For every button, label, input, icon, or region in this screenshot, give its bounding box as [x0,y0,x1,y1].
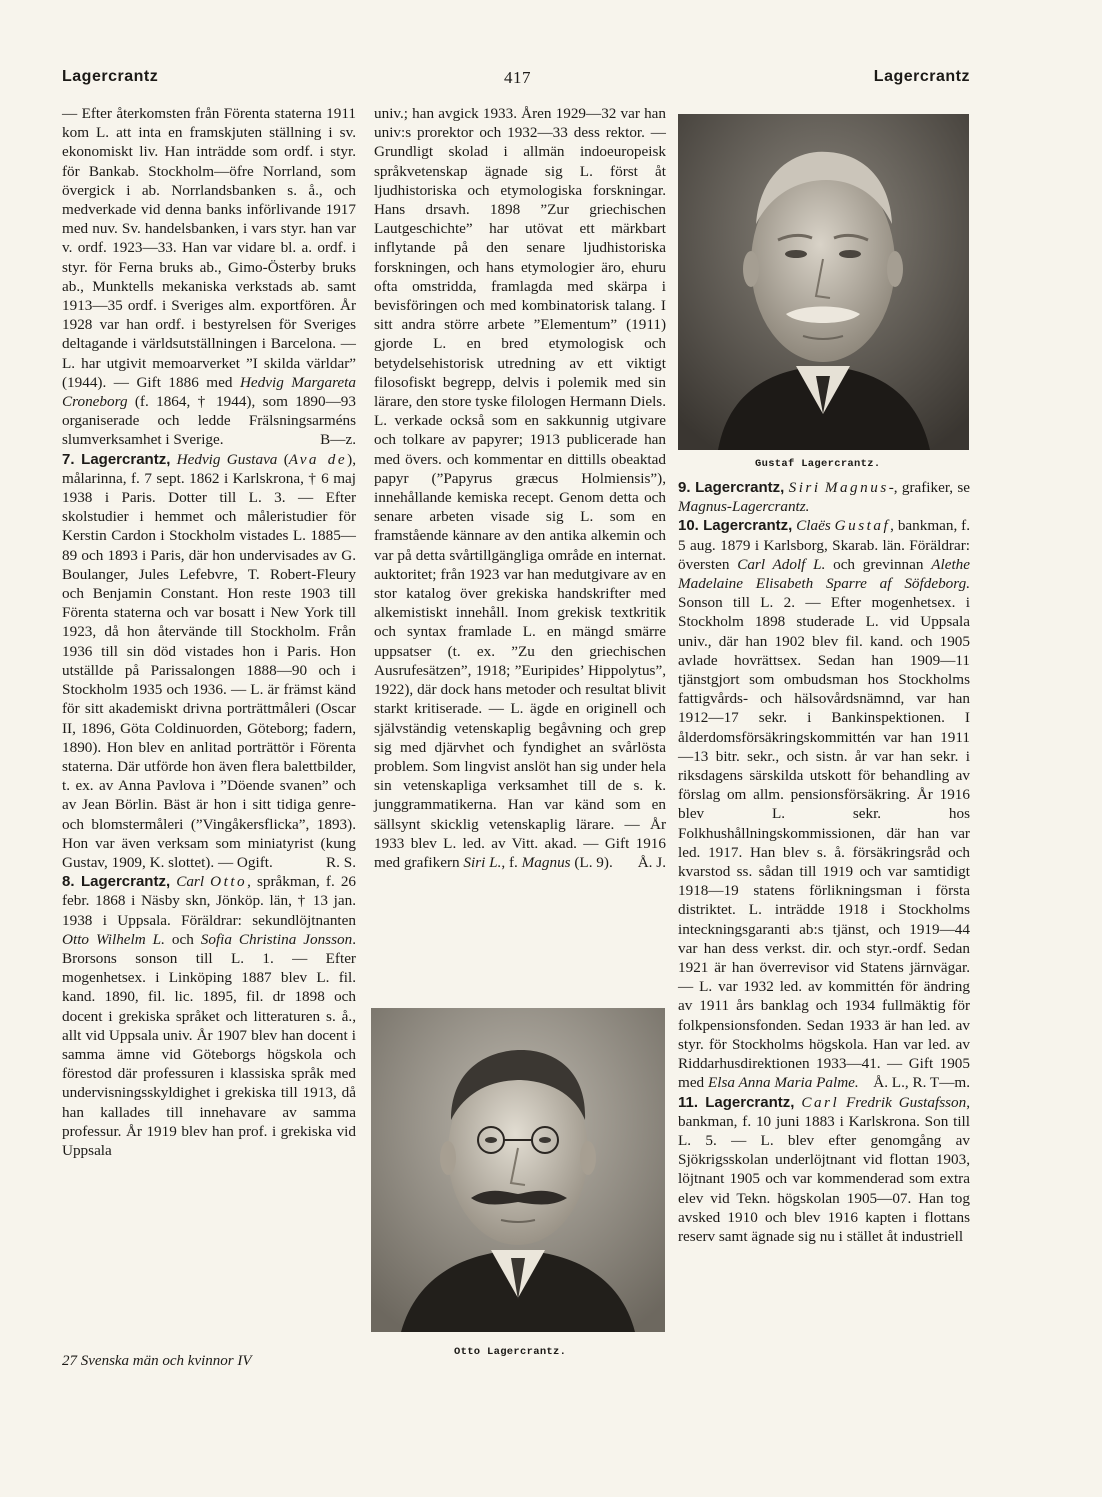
text-run: (L. 9). [570,853,613,871]
entry-7: 7. Lagercrantz, Hedvig Gustava (Ava de), målarinna, f. 7 sept. 1862 i Karlskrona, † 6 maj 1938 i Paris. Dotter till L. 3. — Efter skolstudier i hemmet och måleristudier för Kerstin Cardon i Stockholm vistades L. 1885—89 och 1893 i Paris, där hon undervisades av G. Boulanger, Jules Lefebvre, T. Robert-Fleury och Benjamin Constant. Hon reste 1903 till Förenta staterna och var bosatt i New York till 1923, då hon återvände till Stockholm. Från 1936 till sin död vistades hon i Paris. Hon utställde på Parissalongen 1888—90 och i Stockholm 1935 och 1936. — L. är främst känd för sitt akademiskt drivna porträttmåleri (Oscar II, 1896, Göta Coldinuorden, Göteborg; fadern, 1890). Hon blev en anlitad porträttör i Förenta staterna. Där utförde hon även flera balettbilder, t. ex. av Anna Pavlova i ”Döende svanen” och av Jean Börlin. Bäst är hon i sitt tidiga genre- och blomstermåleri (”Vingåkersflicka”, 1893). Hon var även verksam som miniatyrist (kung Gustav, 1909, K. slottet). — Ogift. R. S. [62,450,356,871]
text-run: , språkman, f. 26 febr. 1868 i Näsby skn, Jönköp. län, † 13 jan. 1938 i Uppsala. Föräldrar: sekundlöjtnanten [62,873,357,929]
entry-heading: 11. Lagercrantz, [678,1093,795,1111]
entry-alias: Ava de [288,450,348,468]
entry-11 [678,1093,970,1247]
portrait-photo-otto [371,1008,665,1332]
text-run: (f. 1864, † 1944), som 1890—93 organiserade och ledde Frälsningsarméns slumverksamhet i Sverige. [62,393,356,449]
caption-otto: Otto Lagercrantz. [454,1346,567,1358]
text-column-3 [678,478,970,1246]
entry-name-spaced: Gustaf [834,517,891,535]
header-left-name: Lagercrantz [62,68,159,85]
entry-10 [678,516,970,1092]
text-run-italic: Sofia Christina Jonsson [200,930,353,948]
text-run-italic: Magnus [521,853,571,871]
text-run: univ.; han avgick 1933. Åren 1929—32 var han univ:s prorektor och 1932—33 dess rektor. — Grundligt skolad i allmän indoeuropeisk språkvetenskap ägnade sig L. först åt ljudhistoriska och etymologiska forskningar. Hans drsavh. 1898 ”Zur griechischen Lautgeschichte” har utövat ett märkbart inflytande på den senare ljudhistoriska forskningen, och hans etymologier äro, ehuru ofta omstridda, framlagda med skärpa i bevisföringen och med kombinatorisk talang. I sitt andra större arbete ”Elementum” (1911) gjorde L. en bred etymologisk och betydelsehistorisk utredning av ett viktigt filosofiskt begrepp, delvis i polemik med sin lärare, den store tyske filologen Hermann Diels. L. verkade också som en sakkunnig utgivare och tolkare av papyrer; 1913 publicerade han med övers. och kommentar en dittills obeaktad papyr (”Papyrus græcus Holmiensis”), innehållande kemiska recept. Genom detta och senare arbeten visade sig L. som en framstående kännare av den antika alkemin och var på detta svårtillgängliga område en internat. auktoritet; från 1923 var han medutgivare av en stor katalog över grekiska handskrifter med alkemistiskt innehåll. Inom grekisk textkritik och syntax framlade L. en mängd smärre uppsatser (t. ex. ”Zu den griechischen Ausrufesätzen”, 1918; ”Euripides’ Hippolytus”, 1922), där dock hans metoder och resultat blivit starkt kritiserade. — L. ägde en originell och självständig vetenskaplig begåvning och grep sig med djärvhet och fyndighet an svårlösta problem. Som lingvist anslöt han sig under hela sin vetenskapliga verksamhet till de s. k. junggrammatikerna. Han var känd som en sällsynt skicklig vetenskaplig lärare. — År 1933 blev L. led. av Vitt. akad. — Gift 1916 med grafikern [374,105,666,871]
text-run: — Efter återkomsten från Förenta staterna 1911 kom L. att inta en framskjuten ställning i sv. ekonomiskt liv. Han inträdde som ordf. i styr. för Bankab. Stockholm—öfre Norrland, som övergick i ab. Norrlandsbanken s. å., och medverkade vid denna banks införlivande 1917 med nuv. Sv. handelsbanken, i vars styr. han var v. ordf. 1923—33. Han var vidare bl. a. ordf. i styr. för Ferna bruks ab., Gimo-Österby bruks ab., Munktells mekaniska verkstads ab. samt 1913—35 ordf. i Sveriges alm. exportfören. År 1928 var han ordf. i bestyrelsen för Sveriges deltagande i världsutställningen i Barcelona. — L. har utgivit memoarverket ”I skilda världar” (1944). — Gift 1886 med [62,105,356,391]
entry-heading: 7. Lagercrantz, [62,450,171,468]
text-run: och grevinnan [825,555,932,573]
entry-name-spaced: Carl [801,1093,840,1111]
text-run: . Brorsons sonson till L. 1. — Efter mogenhetsex. i Linköping 1887 blev L. fil. kand. 1890, fil. lic. 1895, fil. dr 1898 och docent i grekiska språket och litteraturen s. å., allt vid Uppsala univ. År 1907 blev han docent i samma ämne vid Göteborgs högskola och förestod där professuren i klassiska språk med undervisningsskyldighet i grekiska till 1913, då han kallades till innehavare av samma professur. År 1919 blev han prof. i grekiska vid Uppsala [62,930,356,1159]
entry-heading: 9. Lagercrantz, [678,479,785,496]
author-signature: Å. L., R. T—m. [873,1074,970,1092]
entry-heading: 8. Lagercrantz, [62,873,171,891]
text-run-italic: Carl Adolf L. [737,555,826,573]
text-run-italic: Siri L. [463,853,502,871]
text-run: och [164,930,201,948]
text-run: , målarinna, f. 7 sept. 1862 i Karlskrona, † 6 maj 1938 i Paris. Dotter till L. 3. — Efter skolstudier i hemmet och måleristudier för Kerstin Cardon i Stockholm vistades L. 1885—89 och 1893 i Paris, där hon undervisades av G. Boulanger, Jules Lefebvre, T. Robert-Fleury och Benjamin Constant. Hon reste 1903 till Förenta staterna och var bosatt i New York till 1923, då hon återvände till Stockholm. Från 1936 till sin död vistades hon i Paris. Hon utställde på Parissalongen 1888—90 och i Stockholm 1935 och 1936. — L. är främst känd för sitt akademiskt drivna porträttmåleri (Oscar II, 1896, Göta Coldinuorden, Göteborg; fadern, 1890). Hon blev en anlitad porträttör i Förenta staterna. Där utförde hon även flera balettbilder, t. ex. av Anna Pavlova i ”Döende svanen” och av Jean Börlin. Bäst är hon i sitt tidiga genre- och blomstermåleri (”Vingåkersflicka”, 1893). Hon var även verksam som miniatyrist (kung Gustav, 1909, K. slottet). — Ogift. [62,450,356,871]
portrait-photo-gustaf [678,114,969,450]
entry-name-spaced: Otto [210,873,248,891]
entry-name: Hedvig Gustava [176,450,278,468]
entry-heading: 10. Lagercrantz, [678,517,793,535]
caption-gustaf: Gustaf Lagercrantz. [755,458,881,470]
portrait-gustaf-illustration [678,114,969,450]
text-run: , bankman, f. 5 aug. 1879 i Karlsborg, Skarab. län. Föräldrar: översten [678,517,971,573]
entry-name: Fredrik Gustafsson [846,1093,967,1111]
entry-name: Carl [176,873,205,891]
text-run-italic: Alethe Madelaine Elisabeth Sparre af Söfdeborg. [678,555,971,593]
text-column-2 [374,104,666,872]
text-run-italic: Elsa Anna Maria Palme. [707,1074,859,1092]
entry-8 [62,872,356,1160]
portrait-otto-illustration [371,1008,665,1332]
author-signature: R. S. [326,853,356,871]
text-run: Sonson till L. 2. — Efter mogenhetsex. i Stockholm 1898 studerade L. vid Uppsala univ., där han 1902 blev fil. kand. och 1905 avlade hovrättsex. Sedan han 1909—11 tjänstgjort som ombudsman hos Stockholms fattigvårds- och hälsovårdsnämnd, var han 1912—17 sekr. i Bankinspektionen. I ålderdomsförsäkringskommittén var han 1911—13 bitr. sekr., och sistn. år var han sekr. i riksdagens särskilda utskott för behandling av förslag om allm. pensionsförsäkring. År 1916 blev L. sekr. hos Folkhushållningskommissionen, där han var led. 1917. Han blev s. å. försäkringsråd och kvarstod ss. sådan till 1919 och var samtidigt 1918—19 statens förlikningsman i första distriktet. L. inträdde 1918 i Stockholms inteckningsgaranti ab:s tjänst, och 1919—44 var han dess verkst. dir. och styr.-ordf. Sedan 1921 är han överrevisor vid Statens järnvägar. — L. var 1932 led. av kommittén för ändring av 1911 års banklag och 1934 fullmäktig för folkpensionsfonden. Sedan 1933 är han led. av styr. för Stockholms högskola. Han var led. av Riddarhusdirektionen 1933—41. — Gift 1905 med [678,594,970,1092]
entry-name: Claës [796,517,831,535]
text-run: , f. [501,853,522,871]
entry-name-spaced: Magnus [824,479,889,496]
entry-name-spaced: Siri [788,479,821,496]
entry-9 [678,478,970,516]
cross-reference: Magnus-Lagercrantz. [678,498,810,516]
paragraph-continuation [374,104,666,872]
page-number: 417 [504,68,531,87]
header-right-name: Lagercrantz [873,68,970,85]
running-header [62,68,970,94]
text-run-italic: Hedvig Margareta Croneborg [62,373,356,411]
author-signature: B—z. [320,431,356,449]
paragraph-continuation [62,104,356,450]
text-run: -, grafiker, se [888,479,971,496]
text-column-1 [62,104,356,1160]
author-signature: Å. J. [637,853,666,871]
text-run-italic: Otto Wilhelm L. [62,930,165,948]
text-run: , bankman, f. 10 juni 1883 i Karlskrona. Son till L. 5. — L. blev efter genomgång av Sjökrigsskolan underlöjtnant vid flottan 1903, löjtnant 1905 och var kommenderad som extra elev vid Tekn. högskolan 1905—07. Han tog avsked 1910 och blev 1916 kapten i flottans reserv samt ägnade sig nu i stället åt industriell [678,1093,971,1245]
page-footer: 27 Svenska män och kvinnor IV [62,1353,252,1369]
